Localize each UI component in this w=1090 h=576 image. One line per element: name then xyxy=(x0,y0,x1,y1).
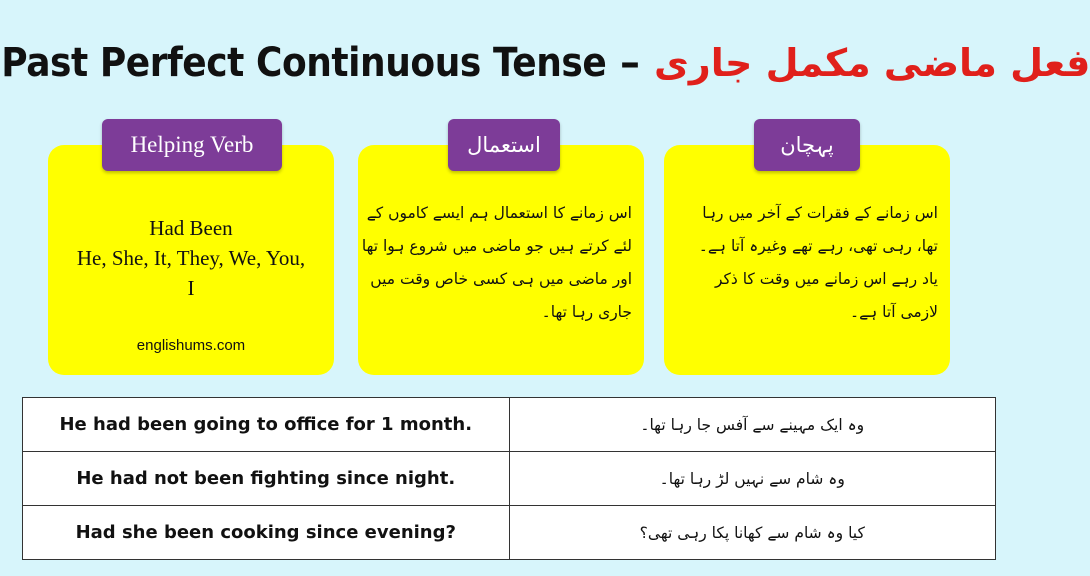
usage-tag: استعمال xyxy=(448,119,560,171)
identification-line: تھا، رہی تھی، رہے تھے وغیرہ آتا ہے۔ xyxy=(698,237,938,255)
usage-text xyxy=(361,197,632,329)
example-english: He had not been fighting since night. xyxy=(23,452,510,506)
title-english: Past Perfect Continuous Tense xyxy=(0,40,607,86)
title-urdu: فعل ماضی مکمل جاری xyxy=(654,41,1090,85)
helping-verb-line: Had Been xyxy=(149,216,233,240)
page-title xyxy=(0,28,1090,98)
table-row xyxy=(23,506,996,560)
helping-verb-text xyxy=(48,213,334,303)
table-row xyxy=(23,452,996,506)
example-urdu: وہ شام سے نہیں لڑ رہا تھا۔ xyxy=(509,452,995,506)
usage-line: جاری رہا تھا۔ xyxy=(541,303,632,321)
example-urdu: کیا وہ شام سے کھانا پکا رہی تھی؟ xyxy=(509,506,995,560)
identification-line: یاد رہے اس زمانے میں وقت کا ذکر xyxy=(714,270,938,288)
usage-card xyxy=(358,145,644,375)
website-credit: englishums.com xyxy=(136,337,246,354)
usage-line: لئے کرتے ہیں جو ماضی میں شروع ہوا تھا xyxy=(361,237,632,255)
usage-line: اور ماضی میں ہی کسی خاص وقت میں xyxy=(370,270,632,288)
example-english: He had been going to office for 1 month. xyxy=(23,398,510,452)
helping-verb-line: I xyxy=(187,276,195,300)
example-english: Had she been cooking since evening? xyxy=(23,506,510,560)
title-dash: – xyxy=(620,40,641,86)
identification-line: لازمی آتا ہے۔ xyxy=(850,303,938,321)
example-urdu: وہ ایک مہینے سے آفس جا رہا تھا۔ xyxy=(509,398,995,452)
helping-verb-line: He, She, It, They, We, You, xyxy=(76,246,306,270)
helping-verb-tag: Helping Verb xyxy=(102,119,282,171)
identification-tag: پہچان xyxy=(754,119,860,171)
usage-line: اس زمانے کا استعمال ہم ایسے کاموں کے xyxy=(366,204,632,222)
table-row xyxy=(23,398,996,452)
identification-card xyxy=(664,145,950,375)
identification-text xyxy=(676,197,938,329)
examples-table xyxy=(22,397,996,560)
identification-line: اس زمانے کے فقرات کے آخر میں رہا xyxy=(702,204,938,222)
helping-verb-card xyxy=(48,145,334,375)
